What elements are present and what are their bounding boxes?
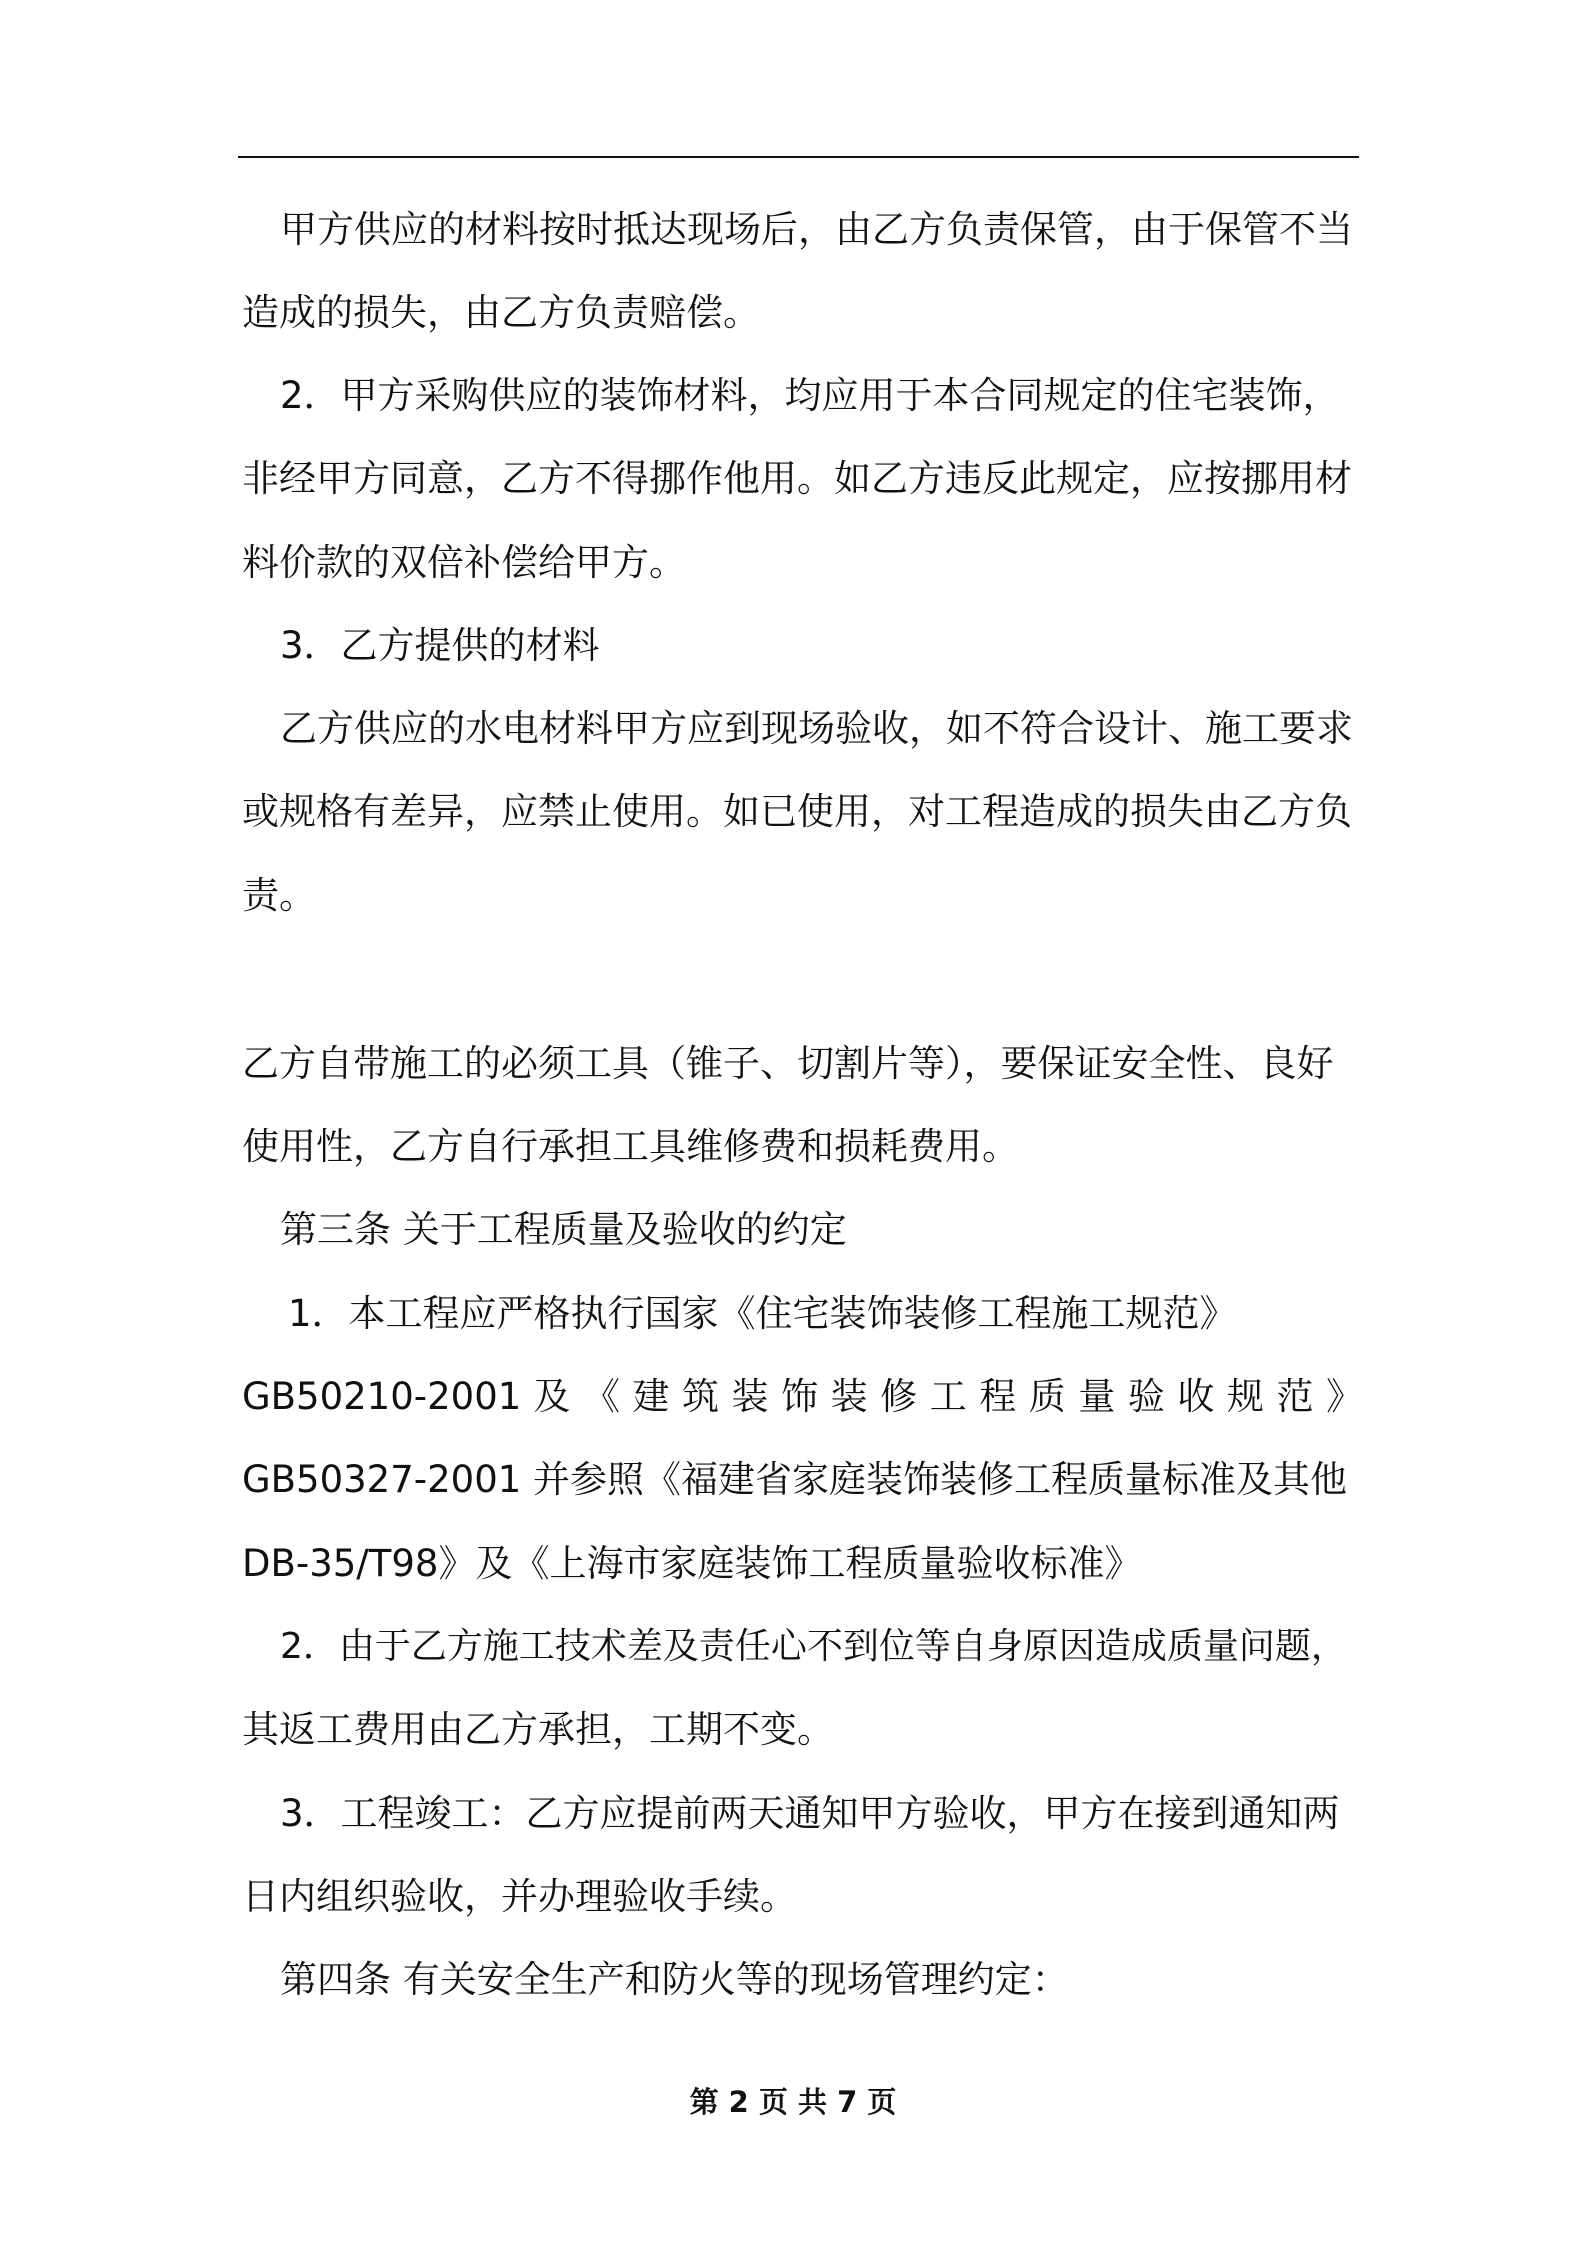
paragraph-line: 料价款的双倍补偿给甲方。 xyxy=(242,541,686,584)
paragraph-line: 其返工费用由乙方承担，工期不变。 xyxy=(242,1708,834,1751)
paragraph-line: 日内组织验收，并办理验收手续。 xyxy=(242,1875,797,1918)
paragraph-line: 乙方自带施工的必须工具（锥子、切割片等），要保证安全性、良好 xyxy=(242,1042,1334,1085)
paragraph-line: 使用性，乙方自行承担工具维修费和损耗费用。 xyxy=(242,1125,1019,1168)
page-number: 第 2 页 共 7 页 xyxy=(689,2085,897,2119)
paragraph-line: DB-35/T98》及《上海市家庭装饰工程质量验收标准》 xyxy=(242,1542,1142,1585)
paragraph-line: 非经甲方同意，乙方不得挪作他用。如乙方违反此规定，应按挪用材 xyxy=(242,457,1352,500)
paragraph-line: 2．由于乙方施工技术差及责任心不到位等自身原因造成质量问题， xyxy=(280,1626,1347,1667)
paragraph-line: 乙方供应的水电材料甲方应到现场验收，如不符合设计、施工要求 xyxy=(280,707,1353,750)
paragraph-line: 或规格有差异，应禁止使用。如已使用，对工程造成的损失由乙方负 xyxy=(242,790,1352,833)
section-heading: 第四条 有关安全生产和防火等的现场管理约定： xyxy=(280,1958,1069,2001)
paragraph-line: GB50210-2001 及 《 建 筑 装 饰 装 修 工 程 质 量 验 收 规 范 》 xyxy=(242,1375,1363,1418)
paragraph-line: 3．乙方提供的材料 xyxy=(280,624,600,667)
paragraph-line: 2．甲方采购供应的装饰材料，均应用于本合同规定的住宅装饰， xyxy=(280,374,1340,417)
paragraph-line: 3．工程竣工：乙方应提前两天通知甲方验收，甲方在接到通知两 xyxy=(280,1792,1340,1835)
paragraph-line: GB50327-2001 并参照《福建省家庭装饰装修工程质量标准及其他 xyxy=(242,1458,1348,1501)
paragraph-line: 责。 xyxy=(242,874,316,917)
paragraph-line: 造成的损失，由乙方负责赔偿。 xyxy=(242,291,760,334)
paragraph-line: 1．本工程应严格执行国家《住宅装饰装修工程施工规范》 xyxy=(288,1292,1237,1335)
paragraph-line: 甲方供应的材料按时抵达现场后，由乙方负责保管，由于保管不当 xyxy=(280,208,1353,251)
header-rule xyxy=(238,156,1359,158)
section-heading: 第三条 关于工程质量及验收的约定 xyxy=(280,1208,847,1251)
